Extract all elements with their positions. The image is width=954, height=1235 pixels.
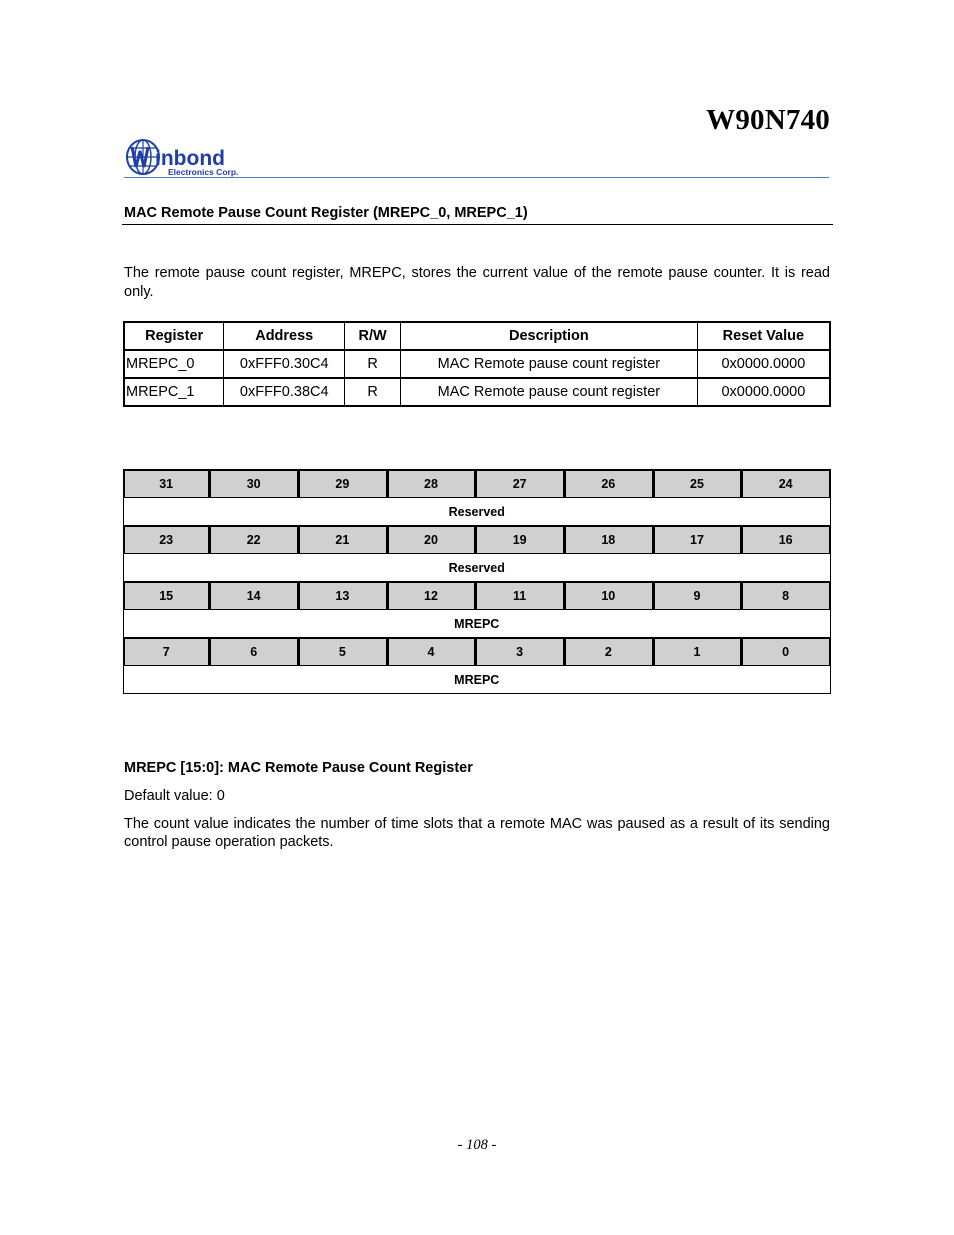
cell-register: MREPC_1: [124, 378, 224, 406]
header-register: Register: [124, 322, 224, 350]
bit-cell: 4: [387, 638, 476, 666]
bit-cell: 24: [741, 470, 830, 498]
field-row: [124, 666, 831, 694]
bit-cell: 12: [387, 582, 476, 610]
header-description: Description: [401, 322, 698, 350]
section-title: MAC Remote Pause Count Register (MREPC_0, MREPC_1): [124, 205, 528, 221]
bit-cell: 25: [653, 470, 742, 498]
bit-cell: 17: [653, 526, 742, 554]
bit-cell: 16: [741, 526, 830, 554]
header-rule: [124, 177, 829, 178]
bit-cell: 6: [209, 638, 298, 666]
bit-cell: 7: [124, 638, 210, 666]
cell-register: MREPC_0: [124, 350, 224, 378]
bit-cell: 5: [298, 638, 387, 666]
field-description: The count value indicates the number of time slots that a remote MAC was paused as a result of its sending control pause operation packets.: [124, 816, 830, 850]
field-name-cell: Reserved: [124, 554, 831, 582]
bit-cell: 3: [475, 638, 564, 666]
bit-cell: 22: [209, 526, 298, 554]
field-row: [124, 610, 831, 638]
logo-tagline: Electronics Corp.: [168, 167, 239, 177]
bit-cell: 31: [124, 470, 210, 498]
cell-address: 0xFFF0.38C4: [224, 378, 345, 406]
bit-cell: 11: [475, 582, 564, 610]
field-name-cell: MREPC: [124, 666, 831, 694]
header-rw: R/W: [345, 322, 401, 350]
cell-address: 0xFFF0.30C4: [224, 350, 345, 378]
bit-cell: 1: [653, 638, 742, 666]
bit-number-row: [124, 470, 831, 498]
field-title: MREPC [15:0]: MAC Remote Pause Count Register: [124, 760, 473, 776]
bit-cell: 19: [475, 526, 564, 554]
cell-rw: R: [345, 350, 401, 378]
section-rule: [122, 224, 833, 225]
bit-cell: 20: [387, 526, 476, 554]
field-name-cell: Reserved: [124, 498, 831, 526]
bit-cell: 15: [124, 582, 210, 610]
bit-cell: 21: [298, 526, 387, 554]
logo-brand: inbond: [155, 147, 225, 170]
page-number: - 108 -: [457, 1137, 497, 1153]
winbond-logo: [126, 139, 256, 179]
bit-cell: 10: [564, 582, 653, 610]
field-row: [124, 554, 831, 582]
bit-cell: 9: [653, 582, 742, 610]
bit-cell: 8: [741, 582, 830, 610]
cell-reset-value: 0x0000.0000: [697, 378, 830, 406]
bit-cell: 0: [741, 638, 830, 666]
cell-reset-value: 0x0000.0000: [697, 350, 830, 378]
table-row: [124, 378, 830, 406]
bit-number-row: [124, 526, 831, 554]
bit-cell: 26: [564, 470, 653, 498]
document-title: W90N740: [706, 104, 830, 136]
register-table: [123, 321, 831, 407]
default-value: Default value: 0: [124, 788, 225, 804]
bit-cell: 28: [387, 470, 476, 498]
table-row: [124, 350, 830, 378]
register-table-header: [124, 322, 830, 350]
cell-description: MAC Remote pause count register: [401, 350, 698, 378]
cell-rw: R: [345, 378, 401, 406]
header-address: Address: [224, 322, 345, 350]
bit-cell: 13: [298, 582, 387, 610]
cell-description: MAC Remote pause count register: [401, 378, 698, 406]
bit-cell: 29: [298, 470, 387, 498]
bit-cell: 30: [209, 470, 298, 498]
bit-cell: 18: [564, 526, 653, 554]
bit-cell: 2: [564, 638, 653, 666]
bit-number-row: [124, 582, 831, 610]
header-reset-value: Reset Value: [697, 322, 830, 350]
field-row: [124, 498, 831, 526]
bit-layout-table: [123, 469, 831, 694]
field-name-cell: MREPC: [124, 610, 831, 638]
intro-paragraph: The remote pause count register, MREPC, stores the current value of the remote pause counter. It is read only.: [124, 265, 830, 300]
bit-number-row: [124, 638, 831, 666]
bit-cell: 23: [124, 526, 210, 554]
bit-cell: 27: [475, 470, 564, 498]
bit-cell: 14: [209, 582, 298, 610]
